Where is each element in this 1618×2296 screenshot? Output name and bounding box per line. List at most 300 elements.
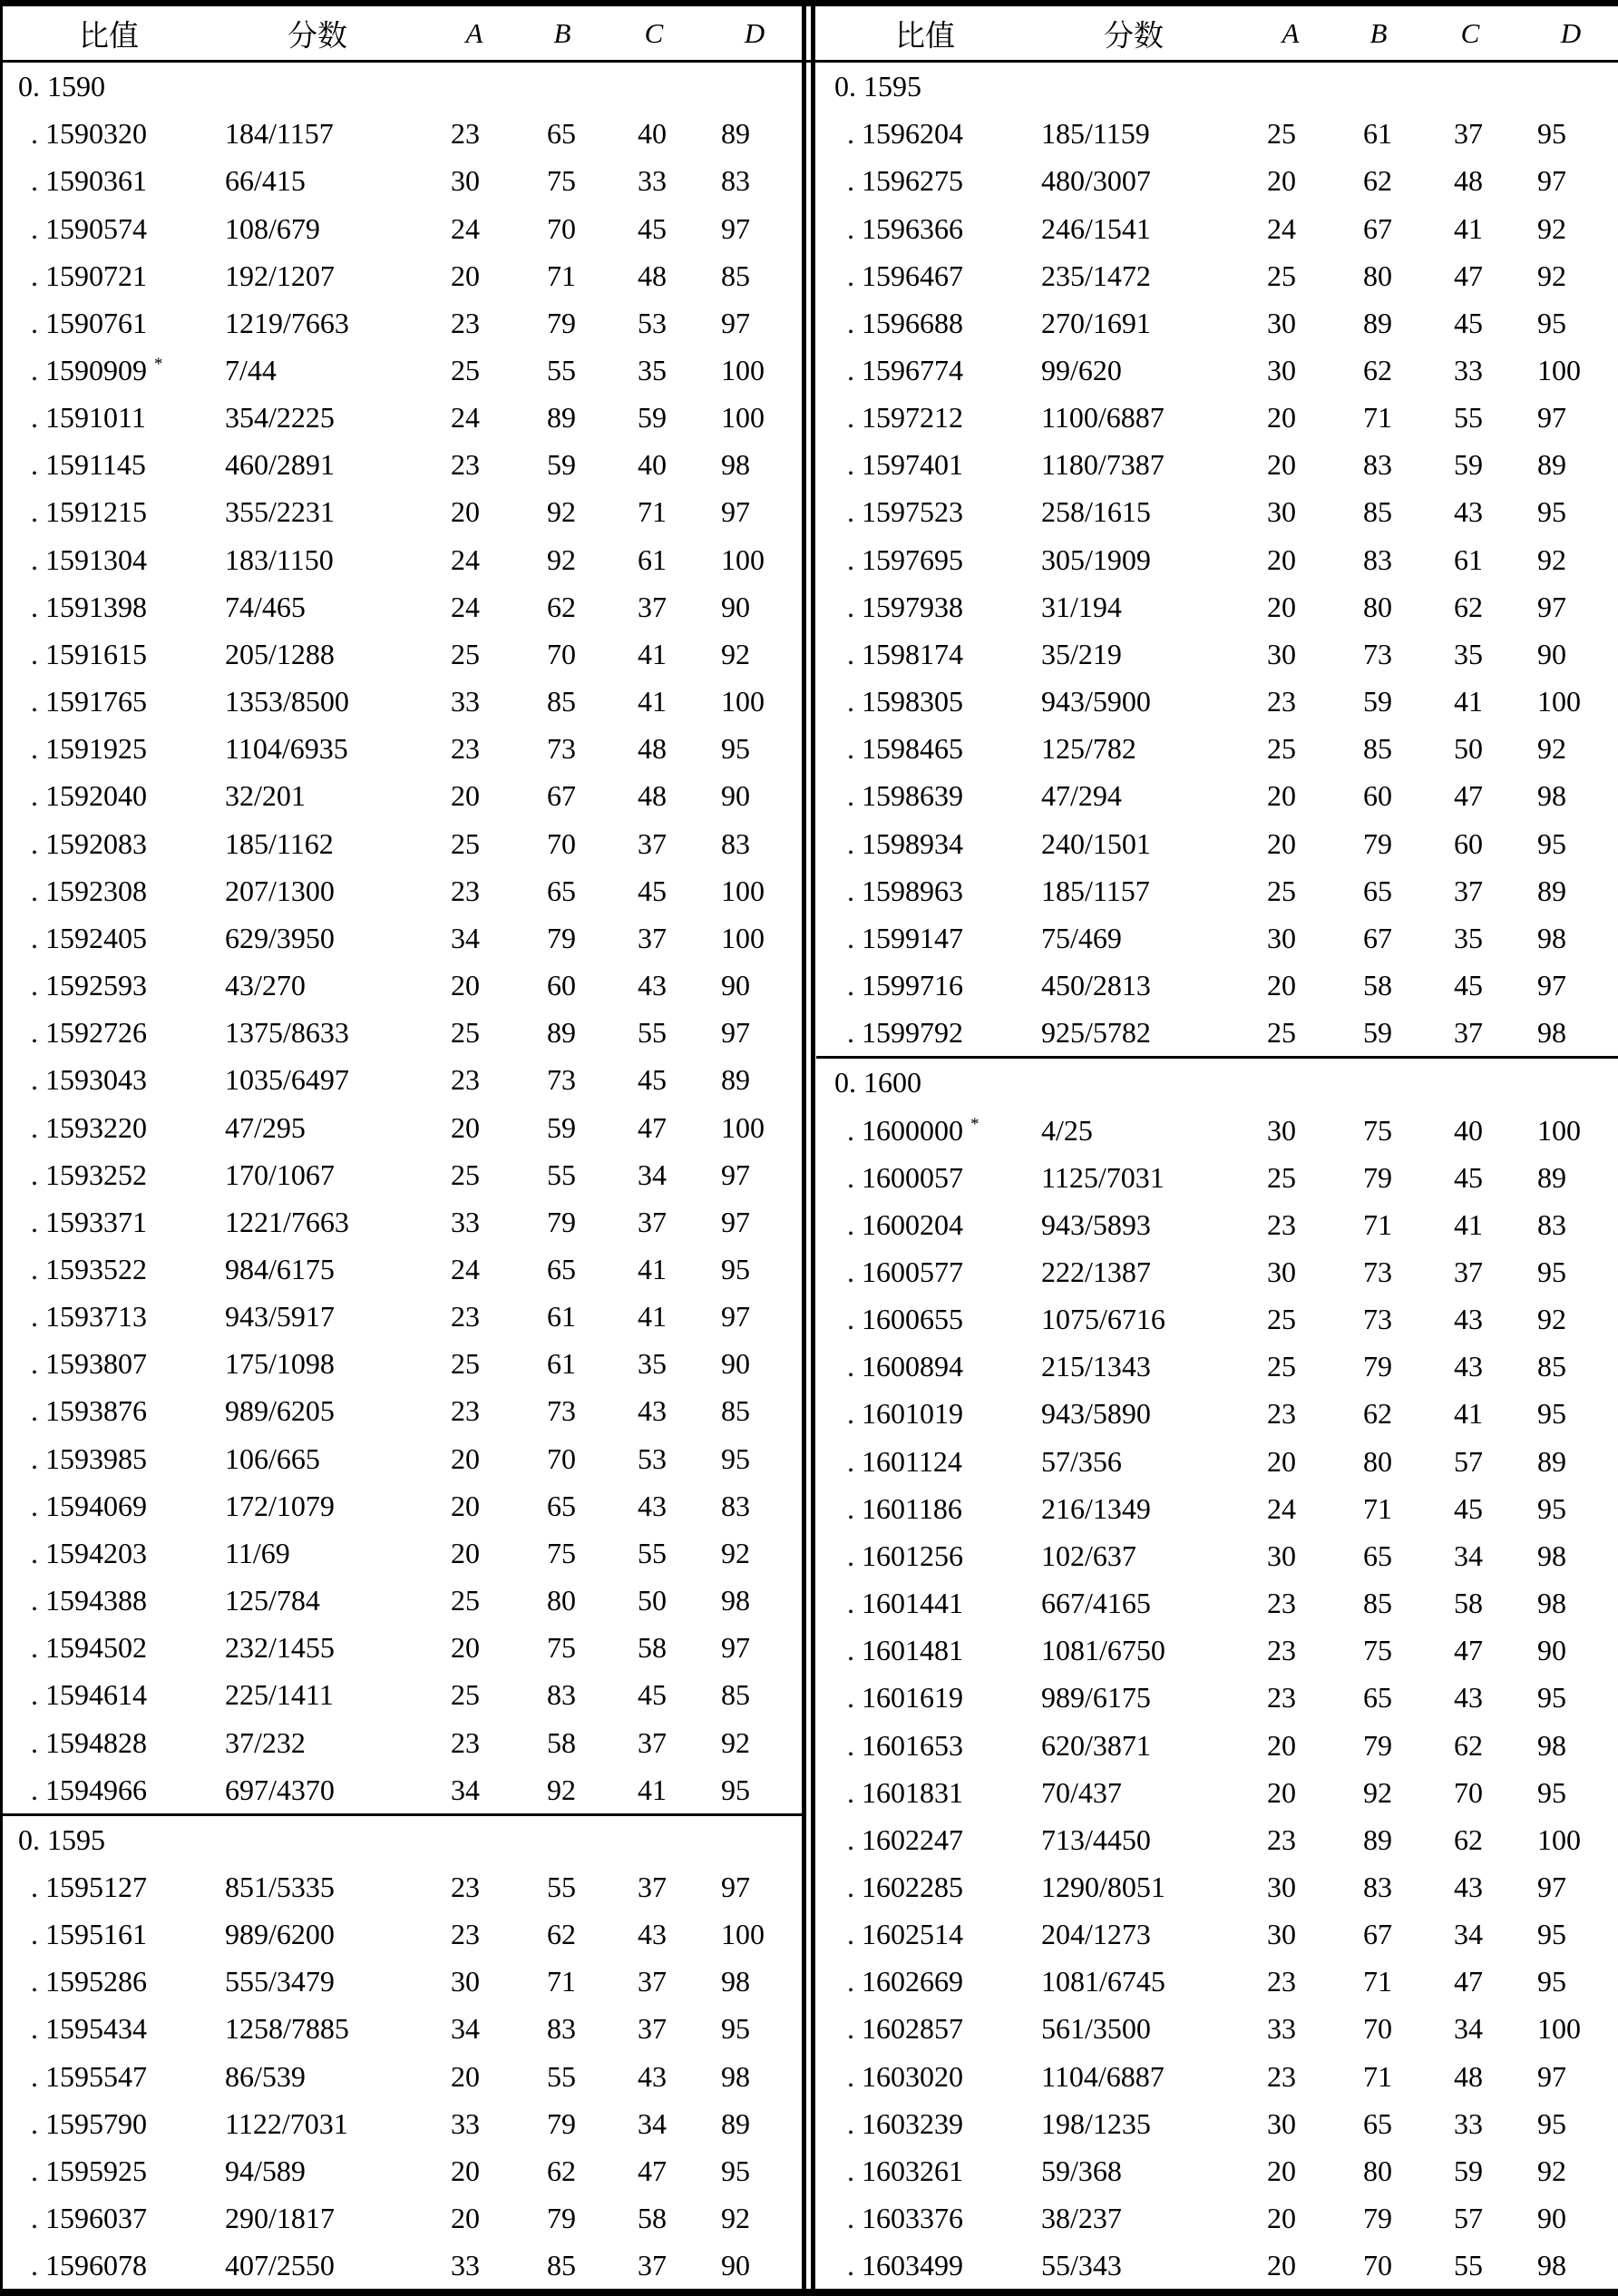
col-c-value: 35 — [1454, 921, 1483, 954]
table-row — [816, 2005, 1618, 2052]
col-d-value: 100 — [1537, 2012, 1581, 2046]
ratio-cell — [816, 637, 1041, 670]
ratio-value: . 1593713 — [31, 1300, 147, 1334]
col-c-value: 48 — [1454, 164, 1483, 198]
table-row — [0, 157, 802, 204]
col-a-value: 25 — [1267, 874, 1296, 907]
ratio-value: . 1602669 — [847, 1965, 963, 1998]
col-c-value: 41 — [638, 685, 667, 718]
fraction-value: 1081/6745 — [1041, 1965, 1165, 1998]
col-b-value: 59 — [1363, 685, 1392, 718]
ratio-cell — [0, 2059, 225, 2093]
col-c-value: 37 — [638, 1871, 667, 1904]
col-a-value: 23 — [1267, 685, 1296, 718]
col-d-value: 92 — [1537, 259, 1566, 292]
ratio-cell — [0, 1631, 225, 1665]
ratio-cell — [816, 687, 1041, 716]
col-a-value: 20 — [1267, 542, 1296, 576]
col-b-value: 67 — [1363, 1918, 1392, 1951]
ratio-cell — [816, 2106, 1041, 2140]
col-a-value: 23 — [451, 732, 480, 766]
fraction-value: 1219/7663 — [225, 306, 349, 339]
table-row — [816, 1201, 1618, 1248]
col-c-value: 53 — [638, 1441, 667, 1475]
fraction-value: 94/589 — [225, 2154, 306, 2187]
table-row — [816, 678, 1618, 725]
column-d-header: D — [744, 16, 765, 49]
col-c-value: 45 — [1454, 1491, 1483, 1525]
table-row — [816, 1438, 1618, 1485]
table-row — [816, 1721, 1618, 1768]
ratio-value: . 1595434 — [31, 2012, 147, 2046]
col-d-value: 90 — [1537, 1634, 1566, 1667]
col-b-value: 70 — [1363, 2012, 1392, 2046]
table-row — [816, 1532, 1618, 1579]
col-c-value: 37 — [1454, 1255, 1483, 1288]
table-row — [0, 536, 802, 583]
col-c-value: 41 — [1454, 1207, 1483, 1241]
col-d-value: 97 — [1537, 1871, 1566, 1904]
col-d-value: 97 — [721, 1158, 750, 1191]
fraction-value: 47/295 — [225, 1110, 306, 1144]
fraction-value: 246/1541 — [1041, 211, 1151, 245]
ratio-cell — [0, 1252, 225, 1285]
col-d-value: 98 — [721, 1965, 750, 1998]
fraction-value: 185/1159 — [1041, 117, 1150, 151]
ratio-cell — [816, 448, 1041, 482]
col-a-value: 20 — [451, 2154, 480, 2187]
col-c-value: 58 — [1454, 1587, 1483, 1620]
ratio-value: . 1594502 — [31, 1631, 147, 1665]
table-row — [816, 1674, 1618, 1721]
table-row — [0, 299, 802, 347]
col-d-value: 97 — [1537, 969, 1566, 1002]
col-b-value: 85 — [1363, 732, 1392, 766]
ratio-column-header: 比值 — [79, 20, 139, 53]
fraction-value: 561/3500 — [1041, 2012, 1151, 2046]
fraction-value: 620/3871 — [1041, 1728, 1151, 1762]
col-c-value: 45 — [1454, 306, 1483, 339]
col-a-value: 20 — [1267, 401, 1296, 435]
ratio-value: . 1597695 — [847, 542, 963, 576]
ratio-cell — [0, 211, 225, 245]
col-d-value: 92 — [721, 637, 750, 670]
col-a-value: 25 — [1267, 732, 1296, 766]
left-table-body — [0, 63, 802, 2289]
table-row — [0, 1766, 802, 1813]
fraction-value: 480/3007 — [1041, 164, 1151, 198]
col-c-value: 45 — [638, 1678, 667, 1712]
left-table-header — [0, 6, 802, 60]
table-row — [816, 1863, 1618, 1910]
fraction-value: 183/1150 — [225, 542, 334, 576]
column-a-header: A — [465, 16, 483, 49]
col-d-value: 100 — [721, 874, 765, 907]
table-row — [816, 1009, 1618, 1056]
col-d-value: 98 — [721, 1584, 750, 1617]
col-d-value: 90 — [721, 1347, 750, 1381]
col-d-value: 92 — [721, 2202, 750, 2235]
col-a-value: 23 — [1267, 1207, 1296, 1241]
ratio-value: . 1594203 — [31, 1536, 147, 1569]
ratio-cell — [816, 308, 1041, 337]
col-d-value: 92 — [1537, 732, 1566, 766]
col-d-value: 97 — [1537, 164, 1566, 198]
col-c-value: 34 — [1454, 1918, 1483, 1951]
col-d-value: 100 — [721, 1918, 765, 1951]
fraction-value: 216/1349 — [1041, 1491, 1151, 1525]
col-d-value: 95 — [721, 1252, 750, 1285]
fraction-value: 35/219 — [1041, 637, 1122, 670]
fraction-value: 222/1387 — [1041, 1255, 1151, 1288]
exact-value-star-icon: * — [970, 1114, 980, 1134]
col-c-value: 37 — [638, 2012, 667, 2046]
col-c-value: 35 — [638, 354, 667, 387]
ratio-cell — [816, 1304, 1041, 1334]
ratio-value: . 1601619 — [847, 1681, 963, 1715]
table-row — [816, 1248, 1618, 1295]
fraction-value: 175/1098 — [225, 1347, 335, 1381]
col-b-value: 67 — [547, 779, 576, 813]
fraction-value: 450/2813 — [1041, 969, 1151, 1002]
col-b-value: 71 — [1363, 2059, 1392, 2093]
ratio-cell — [816, 1016, 1041, 1050]
col-c-value: 62 — [1454, 1822, 1483, 1856]
ratio-value: . 1591925 — [31, 732, 147, 766]
table-row — [816, 1343, 1618, 1390]
ratio-cell — [0, 2251, 225, 2280]
col-b-value: 80 — [1363, 590, 1392, 623]
ratio-cell — [0, 1063, 225, 1097]
col-a-value: 33 — [451, 2106, 480, 2140]
col-d-value: 95 — [721, 732, 750, 766]
col-b-value: 79 — [1363, 1160, 1392, 1194]
table-row — [816, 962, 1618, 1009]
fraction-value: 1100/6887 — [1041, 401, 1165, 435]
col-c-value: 40 — [638, 448, 667, 482]
fraction-value: 108/679 — [225, 211, 320, 245]
col-c-value: 40 — [638, 117, 667, 151]
fraction-value: 38/237 — [1041, 2202, 1122, 2235]
ratio-value: . 1593043 — [31, 1063, 147, 1097]
ratio-value: . 1591765 — [31, 685, 147, 718]
col-c-value: 45 — [638, 874, 667, 907]
ratio-cell — [0, 356, 225, 385]
fraction-value: 235/1472 — [1041, 259, 1151, 292]
ratio-value: . 1601124 — [847, 1444, 962, 1478]
ratio-cell — [0, 1678, 225, 1712]
col-d-value: 95 — [1537, 1681, 1566, 1715]
table-row — [816, 2242, 1618, 2289]
col-b-value: 65 — [1363, 1539, 1392, 1572]
ratio-value: . 1593807 — [31, 1347, 147, 1381]
fraction-value: 184/1157 — [225, 117, 334, 151]
ratio-value: . 1592593 — [31, 969, 147, 1002]
fraction-value: 270/1691 — [1041, 306, 1151, 339]
col-b-value: 79 — [547, 2106, 576, 2140]
col-a-value: 30 — [451, 164, 480, 198]
col-c-value: 47 — [1454, 1965, 1483, 1998]
col-d-value: 100 — [721, 401, 765, 435]
fraction-value: 225/1411 — [225, 1678, 334, 1712]
table-row — [0, 1387, 802, 1434]
fraction-value: 555/3479 — [225, 1965, 335, 1998]
col-d-value: 95 — [1537, 2106, 1566, 2140]
fraction-value: 32/201 — [225, 779, 306, 813]
col-c-value: 43 — [1454, 1871, 1483, 1904]
col-a-value: 20 — [1267, 2249, 1296, 2282]
col-d-value: 95 — [1537, 1397, 1566, 1431]
col-c-value: 45 — [638, 1063, 667, 1097]
col-b-value: 62 — [1363, 1397, 1392, 1431]
col-d-value: 97 — [1537, 590, 1566, 623]
ratio-cell — [0, 1586, 225, 1615]
section-header-label: 0. 1600 — [834, 1066, 921, 1099]
col-d-value: 100 — [721, 354, 765, 387]
col-b-value: 73 — [1363, 1255, 1392, 1288]
col-d-value: 95 — [721, 2154, 750, 2187]
col-d-value: 98 — [1537, 779, 1566, 813]
col-a-value: 23 — [451, 117, 480, 151]
col-b-value: 83 — [547, 1678, 576, 1712]
col-b-value: 70 — [1363, 2249, 1392, 2282]
ratio-value: . 1590320 — [31, 117, 147, 151]
ratio-cell — [0, 542, 225, 576]
ratio-cell — [816, 495, 1041, 529]
col-b-value: 83 — [1363, 448, 1392, 482]
ratio-value: . 1599792 — [847, 1016, 963, 1050]
col-b-value: 89 — [547, 1016, 576, 1050]
fraction-value: 55/343 — [1041, 2249, 1122, 2282]
col-d-value: 90 — [721, 2249, 750, 2282]
col-c-value: 58 — [638, 1631, 667, 1665]
col-a-value: 24 — [451, 1252, 480, 1285]
col-c-value: 61 — [1454, 542, 1483, 576]
col-c-value: 43 — [1454, 1681, 1483, 1715]
ratio-cell — [0, 2202, 225, 2235]
ratio-value: . 1595925 — [31, 2154, 147, 2187]
table-row — [816, 1579, 1618, 1627]
col-a-value: 25 — [1267, 259, 1296, 292]
col-c-value: 50 — [638, 1584, 667, 1617]
col-d-value: 98 — [721, 448, 750, 482]
ratio-value: . 1596366 — [847, 211, 963, 245]
col-a-value: 20 — [1267, 164, 1296, 198]
ratio-cell — [0, 1967, 225, 1996]
ratio-cell — [816, 1113, 1041, 1147]
col-d-value: 98 — [1537, 921, 1566, 954]
col-a-value: 25 — [451, 1347, 480, 1381]
fraction-value: 4/25 — [1041, 1113, 1093, 1147]
fraction-value: 407/2550 — [225, 2249, 335, 2282]
col-b-value: 65 — [547, 1252, 576, 1285]
col-c-value: 58 — [638, 2202, 667, 2235]
ratio-value: . 1596688 — [847, 306, 963, 339]
col-b-value: 59 — [547, 448, 576, 482]
fraction-value: 57/356 — [1041, 1444, 1122, 1478]
col-c-value: 47 — [638, 2154, 667, 2187]
col-d-value: 85 — [721, 1678, 750, 1712]
table-row — [816, 204, 1618, 251]
table-row — [0, 441, 802, 488]
ratio-value: . 1600894 — [847, 1350, 963, 1383]
ratio-value: . 1600057 — [847, 1160, 963, 1194]
ratio-value: . 1601481 — [847, 1634, 963, 1667]
col-d-value: 92 — [1537, 2154, 1566, 2187]
col-c-value: 41 — [638, 1252, 667, 1285]
ratio-cell — [816, 1967, 1041, 1996]
fraction-value: 851/5335 — [225, 1871, 335, 1904]
table-row — [0, 867, 802, 914]
col-c-value: 47 — [1454, 1634, 1483, 1667]
col-d-value: 97 — [721, 1016, 750, 1050]
col-a-value: 23 — [451, 1394, 480, 1428]
table-row — [816, 536, 1618, 583]
fraction-value: 989/6200 — [225, 1918, 335, 1951]
ratio-value: . 1596078 — [31, 2249, 147, 2282]
table-row — [816, 2053, 1618, 2100]
col-a-value: 20 — [1267, 1444, 1296, 1478]
col-d-value: 90 — [721, 590, 750, 623]
col-d-value: 98 — [1537, 2249, 1566, 2282]
fraction-value: 1290/8051 — [1041, 1871, 1165, 1904]
ratio-cell — [0, 1160, 225, 1189]
col-b-value: 92 — [547, 1773, 576, 1806]
col-d-value: 95 — [1537, 1255, 1566, 1288]
col-a-value: 30 — [1267, 1871, 1296, 1904]
ratio-cell — [0, 495, 225, 529]
col-b-value: 89 — [547, 401, 576, 435]
col-b-value: 79 — [547, 921, 576, 954]
table-row — [816, 1958, 1618, 2005]
col-c-value: 34 — [1454, 2012, 1483, 2046]
ratio-cell — [0, 592, 225, 621]
col-b-value: 92 — [1363, 1775, 1392, 1809]
col-b-value: 58 — [1363, 969, 1392, 1002]
col-c-value: 43 — [638, 969, 667, 1002]
col-a-value: 20 — [451, 1631, 480, 1665]
ratio-cell — [816, 592, 1041, 621]
fraction-value: 232/1455 — [225, 1631, 335, 1665]
table-row — [0, 204, 802, 251]
table-row — [0, 1435, 802, 1482]
col-b-value: 55 — [547, 2059, 576, 2093]
ratio-cell — [0, 1920, 225, 1949]
col-b-value: 80 — [1363, 2154, 1392, 2187]
col-c-value: 47 — [1454, 259, 1483, 292]
col-a-value: 33 — [451, 2249, 480, 2282]
ratio-cell — [0, 448, 225, 482]
ratio-value: . 1591145 — [31, 448, 146, 482]
ratio-value: . 1598305 — [847, 685, 963, 718]
col-d-value: 97 — [721, 1300, 750, 1334]
column-d-header: D — [1560, 16, 1582, 49]
ratio-value: . 1597401 — [847, 448, 963, 482]
col-d-value: 89 — [721, 117, 750, 151]
col-c-value: 62 — [1454, 590, 1483, 623]
table-row — [816, 2194, 1618, 2242]
fraction-value: 460/2891 — [225, 448, 335, 482]
column-c-header: C — [1460, 16, 1480, 49]
ratio-value: . 1597212 — [847, 401, 963, 435]
ratio-value: . 1601441 — [847, 1587, 963, 1620]
table-row — [0, 1009, 802, 1056]
fraction-value: 1221/7663 — [225, 1205, 349, 1238]
table-row — [816, 772, 1618, 819]
ratio-value: . 1597523 — [847, 495, 963, 529]
table-row — [0, 678, 802, 725]
ratio-value: . 1590361 — [31, 164, 147, 198]
ratio-value: . 1593985 — [31, 1441, 147, 1475]
fraction-value: 99/620 — [1041, 354, 1122, 387]
col-b-value: 79 — [547, 2202, 576, 2235]
ratio-value: . 1592040 — [31, 779, 147, 813]
table-row — [0, 1671, 802, 1718]
table-row — [816, 1769, 1618, 1816]
ratio-value: . 1596275 — [847, 164, 963, 198]
ratio-cell — [816, 1444, 1041, 1478]
col-c-value: 33 — [1454, 2106, 1483, 2140]
col-b-value: 75 — [547, 164, 576, 198]
col-c-value: 35 — [1454, 637, 1483, 670]
ratio-cell — [816, 1587, 1041, 1620]
col-c-value: 37 — [638, 1965, 667, 1998]
col-b-value: 79 — [547, 306, 576, 339]
table-row — [0, 1910, 802, 1958]
col-c-value: 34 — [1454, 1539, 1483, 1572]
fraction-value: 354/2225 — [225, 401, 335, 435]
col-a-value: 25 — [451, 1016, 480, 1050]
col-b-value: 75 — [547, 1631, 576, 1665]
fraction-value: 192/1207 — [225, 259, 335, 292]
col-a-value: 25 — [1267, 1303, 1296, 1336]
ratio-value: . 1595547 — [31, 2059, 147, 2093]
table-row — [0, 2005, 802, 2052]
col-a-value: 20 — [451, 259, 480, 292]
col-b-value: 59 — [1363, 1016, 1392, 1050]
ratio-value: . 1590574 — [31, 211, 147, 245]
col-d-value: 92 — [1537, 1303, 1566, 1336]
fraction-value: 1122/7031 — [225, 2106, 348, 2140]
column-c-header: C — [644, 16, 664, 49]
fraction-value: 37/232 — [225, 1725, 306, 1759]
fraction-value: 7/44 — [225, 354, 277, 387]
fraction-value: 1375/8633 — [225, 1016, 349, 1050]
col-a-value: 20 — [1267, 2154, 1296, 2187]
ratio-value: . 1603376 — [847, 2202, 963, 2235]
col-a-value: 20 — [1267, 1728, 1296, 1762]
fraction-value: 290/1817 — [225, 2202, 335, 2235]
ratio-cell — [816, 164, 1041, 198]
fraction-value: 713/4450 — [1041, 1822, 1151, 1856]
col-c-value: 37 — [638, 590, 667, 623]
table-row — [0, 2147, 802, 2194]
col-d-value: 95 — [1537, 1918, 1566, 1951]
col-c-value: 62 — [1454, 1728, 1483, 1762]
fraction-value: 1081/6750 — [1041, 1634, 1165, 1667]
col-d-value: 100 — [1537, 685, 1581, 718]
section-header-row — [816, 1056, 1618, 1106]
fraction-value: 1035/6497 — [225, 1063, 349, 1097]
fraction-value: 43/270 — [225, 969, 306, 1002]
col-d-value: 92 — [721, 1536, 750, 1569]
col-c-value: 37 — [1454, 874, 1483, 907]
ratio-value: . 1591615 — [31, 637, 147, 670]
column-a-header: A — [1282, 16, 1300, 49]
ratio-cell — [816, 2202, 1041, 2235]
fraction-value: 1104/6887 — [1041, 2059, 1165, 2093]
ratio-value: . 1591215 — [31, 495, 147, 529]
